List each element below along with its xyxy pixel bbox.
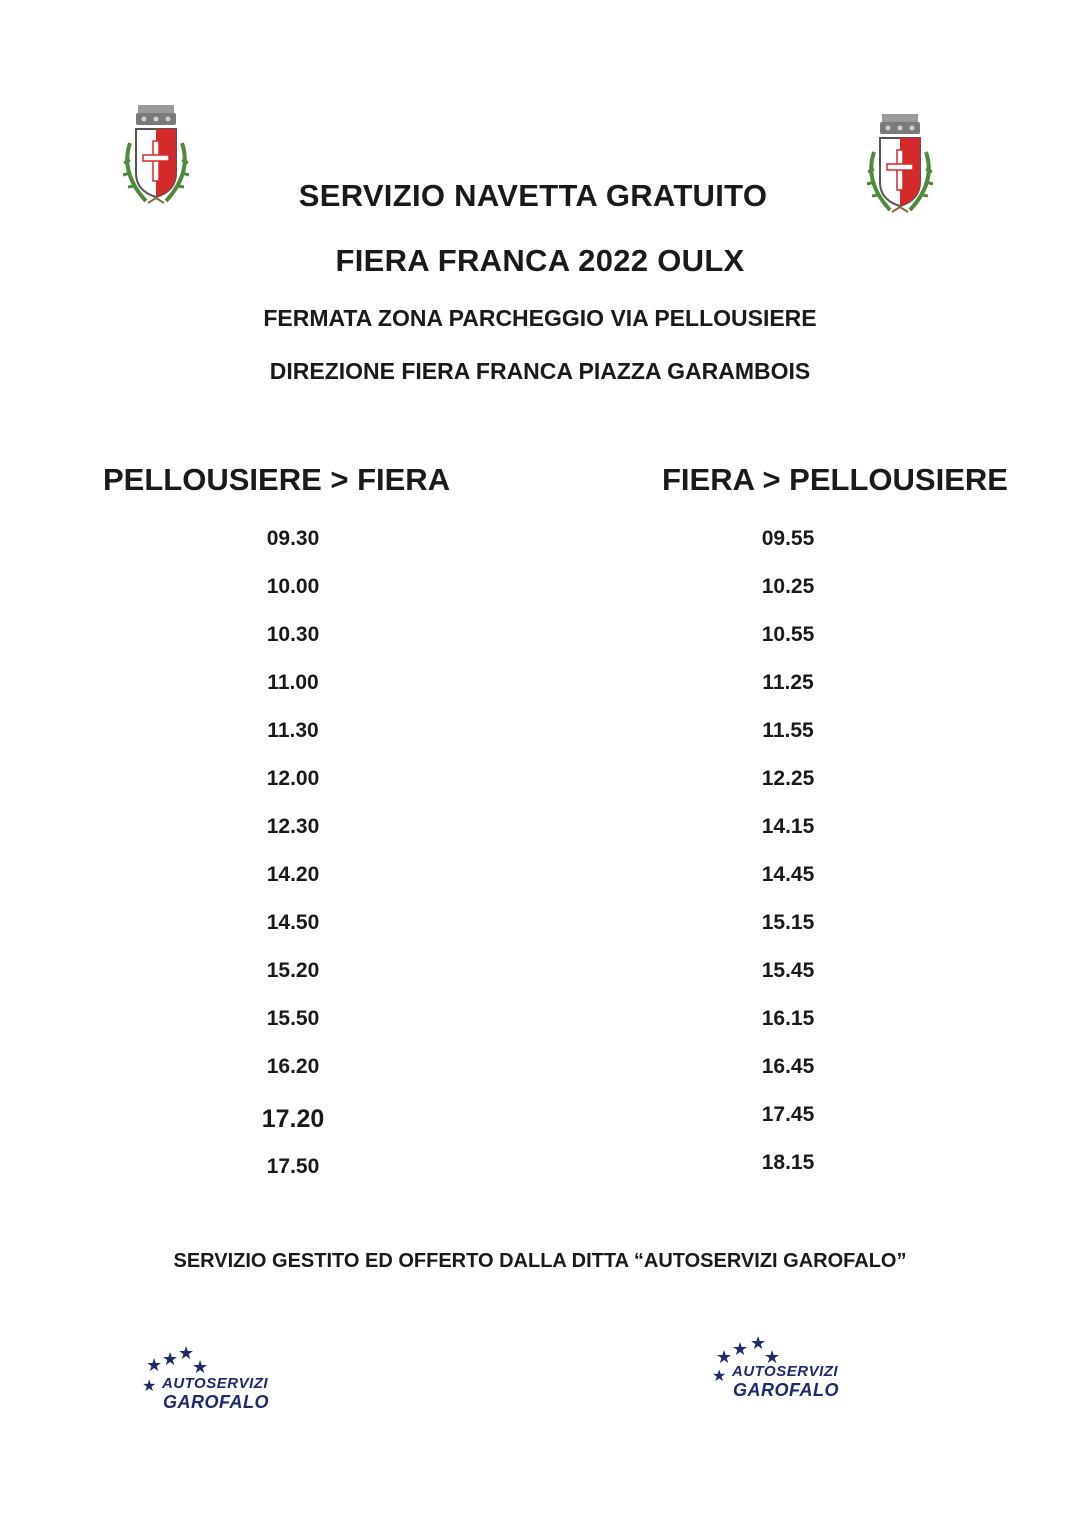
stop-location: FERMATA ZONA PARCHEGGIO VIA PELLOUSIERE xyxy=(263,305,817,331)
schedule-header-return: FIERA > PELLOUSIERE xyxy=(662,462,1008,497)
departure-time: 14.50 xyxy=(266,911,320,934)
departure-time: 09.55 xyxy=(761,527,815,550)
svg-text:★: ★ xyxy=(732,1339,749,1359)
departure-time: 11.55 xyxy=(762,719,814,742)
departure-time: 15.45 xyxy=(761,959,815,982)
schedule-column-return xyxy=(688,520,888,1192)
departure-time: 14.15 xyxy=(761,815,815,838)
departure-time: 16.20 xyxy=(266,1055,320,1078)
event-subtitle: FIERA FRANCA 2022 OULX xyxy=(335,243,745,278)
departure-time: 17.45 xyxy=(761,1103,815,1126)
svg-text:★: ★ xyxy=(146,1355,163,1375)
schedule-header-outbound: PELLOUSIERE > FIERA xyxy=(103,462,451,497)
svg-text:★: ★ xyxy=(178,1345,195,1363)
departure-time: 12.25 xyxy=(761,767,815,790)
page-title: SERVIZIO NAVETTA GRATUITO xyxy=(298,178,768,213)
svg-text:★: ★ xyxy=(750,1333,767,1353)
departure-time: 15.50 xyxy=(266,1007,320,1030)
logo-line1: AUTOSERVIZI xyxy=(162,1375,269,1392)
departure-time: 16.15 xyxy=(761,1007,815,1030)
departure-time: 12.00 xyxy=(266,767,320,790)
logo-line2: GAROFALO xyxy=(163,1392,269,1412)
departure-time: 17.20 xyxy=(261,1105,325,1133)
autoservizi-garofalo-logo-left xyxy=(140,1345,280,1425)
logo-line2: GAROFALO xyxy=(733,1380,839,1400)
footer-note: SERVIZIO GESTITO ED OFFERTO DALLA DITTA “AUTOSERVIZI GAROFALO” xyxy=(173,1250,907,1272)
direction-info: DIREZIONE FIERA FRANCA PIAZZA GARAMBOIS xyxy=(269,358,811,384)
departure-time: 18.15 xyxy=(761,1151,815,1174)
departure-time: 10.30 xyxy=(266,623,320,646)
svg-text:★: ★ xyxy=(712,1368,727,1385)
autoservizi-garofalo-logo-right xyxy=(710,1333,850,1413)
departure-time: 15.20 xyxy=(266,959,320,982)
departure-time: 17.50 xyxy=(266,1155,320,1178)
schedule-column-outbound xyxy=(193,520,393,1196)
svg-text:★: ★ xyxy=(716,1347,733,1367)
departure-time: 10.00 xyxy=(266,575,320,598)
departure-time: 14.20 xyxy=(266,863,320,886)
svg-text:★: ★ xyxy=(764,1347,781,1367)
departure-time: 14.45 xyxy=(761,863,815,886)
departure-time: 11.25 xyxy=(762,671,814,694)
svg-text:★: ★ xyxy=(142,1378,157,1395)
svg-text:★: ★ xyxy=(192,1357,209,1377)
departure-time: 11.30 xyxy=(267,719,319,742)
logo-line1: AUTOSERVIZI xyxy=(732,1363,839,1380)
departure-time: 15.15 xyxy=(761,911,815,934)
departure-time: 09.30 xyxy=(266,527,320,550)
departure-time: 11.00 xyxy=(267,671,319,694)
departure-time: 16.45 xyxy=(761,1055,815,1078)
departure-time: 12.30 xyxy=(266,815,320,838)
departure-time: 10.55 xyxy=(761,623,815,646)
departure-time: 10.25 xyxy=(761,575,815,598)
svg-text:★: ★ xyxy=(162,1349,179,1369)
